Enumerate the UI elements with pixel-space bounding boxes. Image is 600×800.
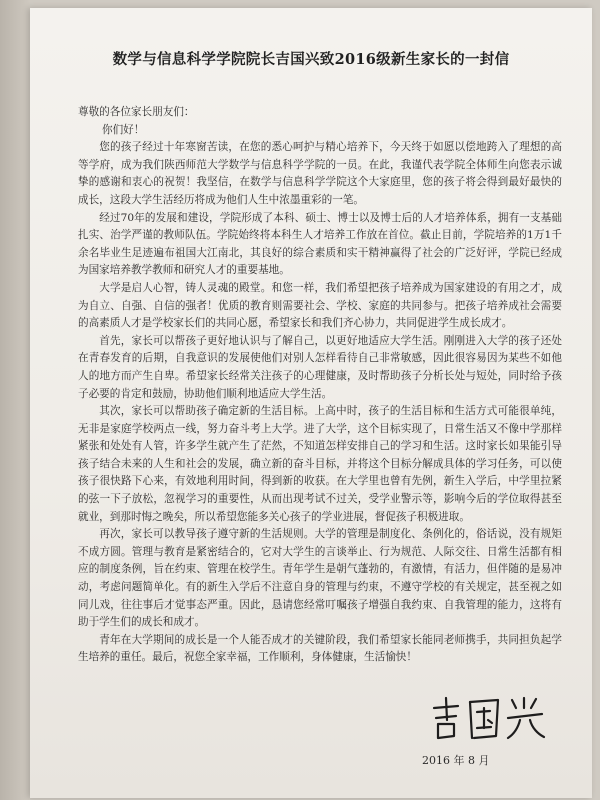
desk-shadow xyxy=(0,0,30,800)
paragraph-4: 首先，家长可以帮孩子更好地认识与了解自己，以更好地适应大学生活。刚刚进入大学的孩子还处在青春发育的后期，自我意识的发展使他们对别人怎样看待自己非常敏感，因此很容易因为某些不如他人的地方而产生自卑。希望家长经常关注孩子的心理健康，及时帮助孩子分析长处与短处，同时给予孩子必要的肯定和鼓励，协助他们顺利地适应大学生活。 xyxy=(78,334,562,400)
paragraph-6: 再次，家长可以教导孩子遵守新的生活规则。大学的管理是制度化、条例化的，俗话说，没有规矩不成方圆。管理与教育是紧密结合的，它对大学生的言谈举止、行为规范、人际交往、日常生活都有相应的制度条例，旨在约束、管理在校学生。青年学生是朝气蓬勃的，有激情，有活力，但伴随的是易冲动，考虑问题简单化。有的新生入学后不注意自身的管理与约束，不遵守学校的有关规定，甚至视之如同儿戏，往往事后才觉事态严重。因此，恳请您经常叮嘱孩子增强自我约束、自我管理的能力，这将有助于学生们的成长和成才。 xyxy=(78,528,562,629)
letter-page xyxy=(30,8,592,798)
paragraph-2: 经过70年的发展和建设，学院形成了本科、硕士、博士以及博士后的人才培养体系，拥有一支基础扎实、治学严谨的教师队伍。学院始终将本科生人才培养工作放在首位。截止目前，学院培养的1万1千余名毕业生足迹遍布祖国大江南北，其良好的综合素质和实干精神赢得了社会的广泛好评，学院已经成为国家培养教学教师和研究人才的重要基地。 xyxy=(78,211,562,277)
paragraph-5: 其次，家长可以帮助孩子确定新的生活目标。上高中时，孩子的生活目标和生活方式可能很单纯，无非是家庭学校两点一线，努力奋斗考上大学。进了大学，这个目标实现了，日常生活又不像中学那样紧张和处处有人管，许多学生就产生了茫然，不知道怎样安排自己的学习和生活。这时家长如果能引导孩子结合未来的人生和社会的发展，确立新的奋斗目标，并将这个目标分解成具体的学习任务，可以使孩子很快路下心来，有效地利用时间，得到新的收获。在大学里也曾有先例，新生入学后，中学里拉紧的弦一下子放松，忽视学习的重要性，从而出现考试不过关，受学业警示等，影响今后的学位取得甚至就业，到那时悔之晚矣，所以希望您能多关心孩子的学业进展，督促孩子积极进取。 xyxy=(78,405,562,523)
handwritten-signature xyxy=(428,694,548,744)
paragraph-7: 青年在大学期间的成长是一个人能否成才的关键阶段，我们希望家长能同老师携手，共同担负起学生培养的重任。最后，祝您全家幸福，工作顺利，身体健康，生活愉快！ xyxy=(78,633,562,664)
letter-date: 2016 年 8 月 xyxy=(422,754,490,767)
greeting: 你们好！ xyxy=(102,123,145,136)
paragraph-3: 大学是启人心智，铸人灵魂的殿堂。和您一样，我们希望把孩子培养成为国家建设的有用之才，成为自立、自强、自信的强者！优质的教育则需要社会、学校、家庭的共同参与。把孩子培养成社会需要的高素质人才是学校家长们的共同心愿，希望家长和我们齐心协力，共同促进学生成长成才。 xyxy=(78,281,562,330)
paragraph-1: 您的孩子经过十年寒窗苦读，在您的悉心呵护与精心培养下，今天终于如愿以偿地跨入了理想的高等学府，成为我们陕西师范大学数学与信息科学学院的一员。在此，我谨代表学院全体师生向您表示诚挚的感谢和衷心的祝贺！我坚信，在数学与信息科学学院这个大家庭里，您的孩子将会得到最好最快的成长，这段大学生活经历将成为他们人生中浓墨重彩的一笔。 xyxy=(78,141,562,206)
letter-body xyxy=(78,104,562,667)
letter-title: 数学与信息科学学院院长吉国兴致2016级新生家长的一封信 xyxy=(112,51,510,68)
salutation: 尊敬的各位家长朋友们： xyxy=(78,106,195,118)
